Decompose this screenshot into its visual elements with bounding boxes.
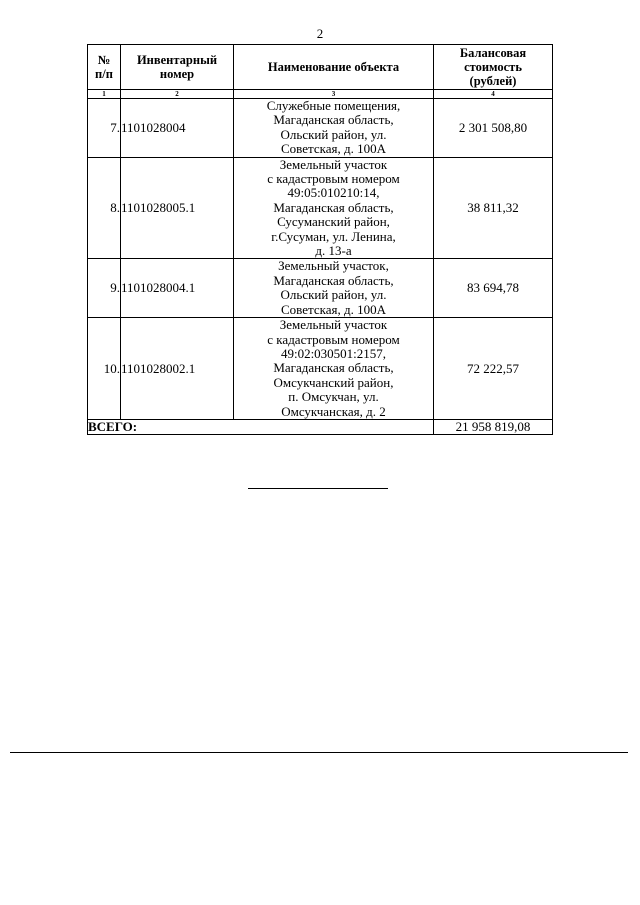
header-num [88, 45, 121, 90]
column-index: 3 [234, 90, 434, 99]
header-value-line: стоимость [464, 60, 522, 74]
column-index: 2 [121, 90, 234, 99]
object-name-line: с кадастровым номером [267, 171, 400, 187]
table-row [88, 318, 553, 420]
object-name-line: Земельный участок [279, 156, 388, 172]
row-number: 9. [88, 259, 121, 318]
row-number: 8. [88, 157, 121, 259]
object-name-line: Магаданская область, [273, 199, 394, 215]
header-value-line: Балансовая [459, 46, 527, 60]
header-value-line: (рублей) [469, 74, 517, 88]
row-number: 7. [88, 99, 121, 158]
object-name-line: п. Омсукчан, ул. [288, 389, 379, 405]
object-name-line: 49:05:010210:14, [287, 185, 380, 201]
object-name-line: Магаданская область, [273, 272, 394, 288]
table-row [88, 259, 553, 318]
object-name-line: Советская, д. 100А [281, 301, 386, 317]
object-name [234, 318, 434, 420]
object-name-line: Магаданская область, [273, 112, 394, 128]
header-inventory-line: номер [159, 67, 195, 81]
column-index: 4 [434, 90, 553, 99]
object-name-line: Магаданская область, [273, 360, 394, 376]
total-row [88, 419, 553, 434]
object-name-line: г.Сусуман, ул. Ленина, [271, 228, 396, 244]
inventory-number: 1101028004 [121, 99, 234, 158]
inventory-number: 1101028004.1 [121, 259, 234, 318]
balance-value: 83 694,78 [434, 259, 553, 318]
object-name-line: 49:02:030501:2157, [280, 345, 387, 361]
page-number: 2 [316, 26, 324, 41]
header-name-line: Наименование объекта [267, 60, 400, 74]
divider-short [248, 488, 388, 489]
object-name [234, 259, 434, 318]
object-name-line: Ольский район, ул. [280, 126, 387, 142]
inventory-number: 1101028005.1 [121, 157, 234, 259]
object-name-line: Омсукчанская, д. 2 [281, 403, 386, 419]
balance-value: 38 811,32 [434, 157, 553, 259]
header-num-line: № [97, 53, 111, 67]
object-name-line: Служебные помещения, [266, 98, 401, 113]
object-name-line: Земельный участок, [278, 258, 389, 274]
balance-value: 72 222,57 [434, 318, 553, 420]
header-inventory [121, 45, 234, 90]
column-index: 1 [88, 90, 121, 99]
header-inventory-line: Инвентарный [136, 53, 218, 67]
total-label: ВСЕГО: [88, 419, 434, 434]
table-row [88, 157, 553, 259]
row-number: 10. [88, 318, 121, 420]
header-value [434, 45, 553, 90]
divider-long [10, 752, 628, 753]
object-name [234, 157, 434, 259]
inventory-number: 1101028002.1 [121, 318, 234, 420]
object-name-line: Советская, д. 100А [281, 141, 386, 157]
property-table [87, 44, 553, 435]
object-name-line: с кадастровым номером [267, 331, 400, 347]
header-name [234, 45, 434, 90]
object-name-line: Ольский район, ул. [280, 287, 387, 303]
object-name-line: д. 13-а [315, 243, 352, 259]
object-name-line: Омсукчанский район, [273, 374, 394, 390]
header-num-line: п/п [95, 67, 113, 81]
object-name-line: Сусуманский район, [277, 214, 390, 230]
total-value: 21 958 819,08 [434, 419, 553, 434]
table-header-row [88, 45, 553, 90]
balance-value: 2 301 508,80 [434, 99, 553, 158]
object-name [234, 99, 434, 158]
object-name-line: Земельный участок [279, 317, 388, 333]
table-row [88, 99, 553, 158]
